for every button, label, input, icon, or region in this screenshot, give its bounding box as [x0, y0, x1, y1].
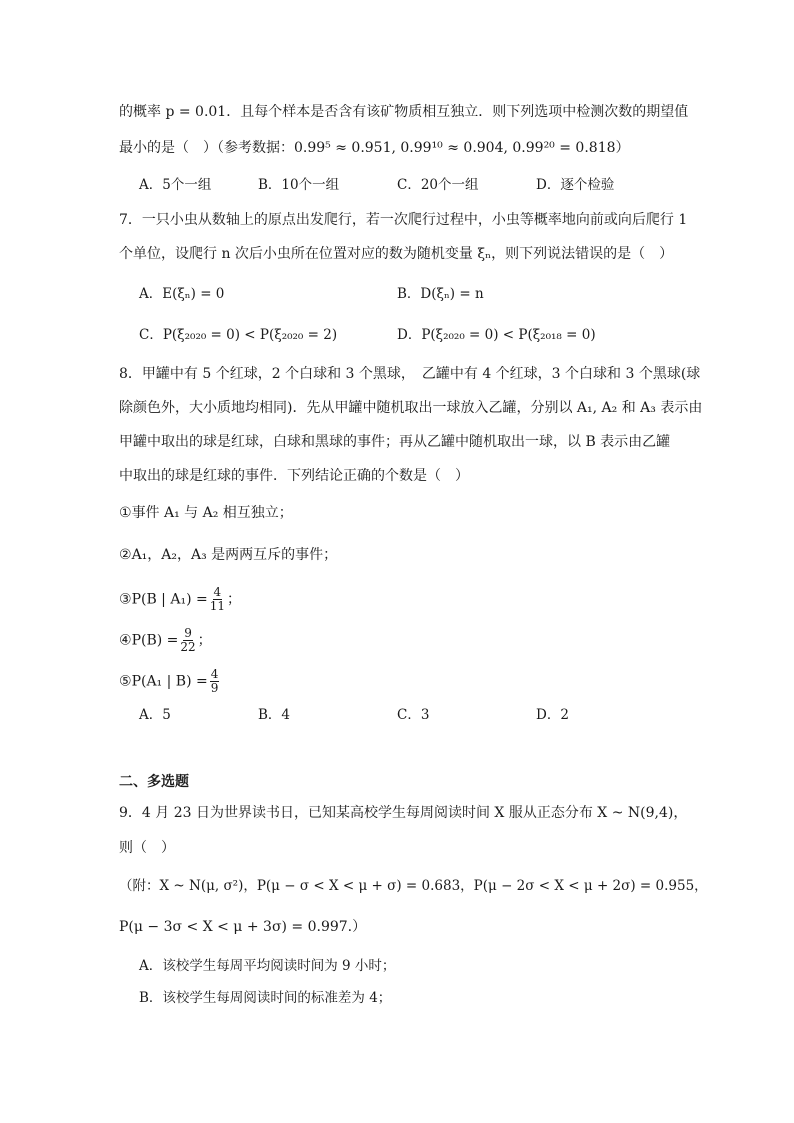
q8-statement-3-end: ；	[227, 591, 241, 608]
q9-note-line-2: P(μ − 3σ < X < μ + 3σ) = 0.997.）	[119, 919, 367, 935]
fraction-denominator: 22	[180, 640, 196, 654]
fraction-numerator: 4	[210, 667, 219, 681]
q8-statement-1	[119, 503, 293, 523]
section-title-multiple-choice: 二、多选题	[119, 774, 189, 790]
circled-number-1: ①	[119, 505, 132, 521]
q8-statement-2-text: A₁，A₂，A₃ 是两两互斥的事件；	[131, 547, 338, 563]
q8-statement-4-end: ；	[197, 632, 212, 649]
q8-line-1: 8．甲罐中有 5 个红球，2 个白球和 3 个黑球， 乙罐中有 4 个红球，3 个白球和 3 个黑球(球	[119, 366, 701, 382]
q6-option-a: A．5个一组	[139, 177, 212, 193]
q8-option-b: B．4	[258, 707, 291, 723]
q8-option-d: D．2	[536, 707, 569, 723]
q9-line-1: 9．4 月 23 日为世界读书日，已知某高校学生每周阅读时间 X 服从正态分布 X ~ N(9,4)，	[119, 805, 688, 821]
q8-statement-2	[119, 545, 337, 565]
q6-option-d: D．逐个检验	[536, 177, 615, 193]
circled-number-5: ⑤	[119, 673, 132, 690]
q8-statement-3	[119, 586, 241, 613]
q6-line-1: 的概率 p = 0.01．且每个样本是否含有该矿物质相互独立．则下列选项中检测次数的期望值	[119, 104, 689, 120]
q7-line-2: 个单位，设爬行 n 次后小虫所在位置对应的数为随机变量 ξₙ，则下列说法错误的是（ ）	[119, 246, 674, 262]
q8-statement-3-lhs: P(B | A₁) =	[131, 591, 208, 608]
q8-line-2: 除颜色外，大小质地均相同)．先从甲罐中随机取出一球放入乙罐，分别以 A₁, A₂ 和 A₃ 表示由	[119, 400, 703, 416]
q9-line-2: 则（ ）	[119, 840, 175, 856]
circled-number-2: ②	[119, 547, 132, 563]
q9-option-b: B．该校学生每周阅读时间的标准差为 4；	[139, 990, 392, 1006]
q7-option-d: D．P(ξ₂₀₂₀ = 0) < P(ξ₂₀₁₈ = 0)	[397, 327, 596, 343]
q8-line-4: 中取出的球是红球的事件．下列结论正确的个数是（ ）	[119, 468, 469, 484]
q8-statement-4-lhs: P(B) =	[131, 632, 179, 649]
q7-option-b: B．D(ξₙ) = n	[397, 286, 484, 302]
fraction-denominator: 11	[209, 599, 225, 613]
q8-statement-1-text: 事件 A₁ 与 A₂ 相互独立；	[131, 505, 293, 521]
q8-statement-4	[119, 627, 212, 654]
circled-number-4: ④	[119, 632, 132, 649]
q9-note-line-1: （附：X ~ N(μ, σ²)，P(μ − σ < X < μ + σ) = 0.683，P(μ − 2σ < X < μ + 2σ) = 0.955，	[119, 878, 708, 894]
q7-line-1: 7．一只小虫从数轴上的原点出发爬行，若一次爬行过程中，小虫等概率地向前或向后爬行 1	[119, 212, 688, 228]
q7-option-a: A．E(ξₙ) = 0	[139, 286, 225, 302]
fraction-4-9	[210, 668, 220, 695]
fraction-numerator: 9	[184, 626, 192, 640]
fraction-9-22	[180, 627, 195, 654]
fraction-denominator: 9	[210, 681, 219, 695]
q8-statement-5-lhs: P(A₁ | B) =	[131, 673, 208, 690]
q8-option-a: A．5	[139, 707, 171, 723]
circled-number-3: ③	[119, 591, 132, 608]
q8-option-c: C．3	[397, 707, 430, 723]
fraction-numerator: 4	[213, 585, 222, 599]
q9-option-a: A．该校学生每周平均阅读时间为 9 小时；	[139, 958, 396, 974]
q7-option-c: C．P(ξ₂₀₂₀ = 0) < P(ξ₂₀₂₀ = 2)	[139, 327, 338, 343]
q8-line-3: 甲罐中取出的球是红球，白球和黑球的事件；再从乙罐中随机取出一球，以 B 表示由乙罐	[119, 434, 671, 450]
q6-option-b: B．10个一组	[258, 177, 340, 193]
q6-line-2: 最小的是（ ）（参考数据：0.99⁵ ≈ 0.951, 0.99¹⁰ ≈ 0.904, 0.99²⁰ = 0.818）	[119, 140, 630, 156]
fraction-4-11	[210, 586, 225, 613]
q8-statement-5	[119, 668, 221, 695]
q6-option-c: C．20个一组	[397, 177, 479, 193]
